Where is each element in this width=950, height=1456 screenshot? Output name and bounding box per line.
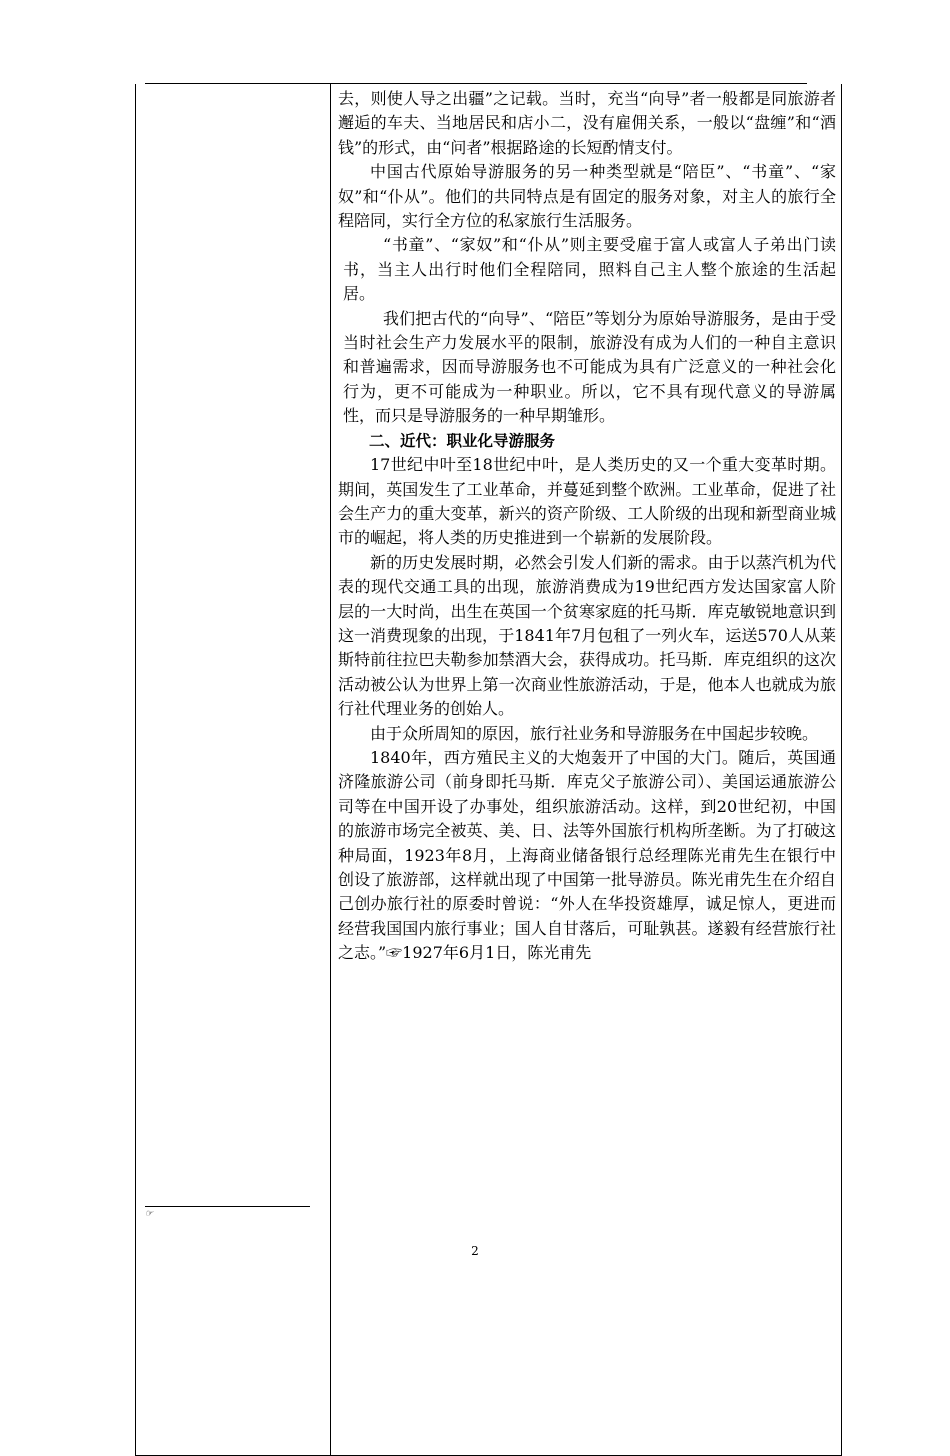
paragraph-primitive-guide: 我们把古代的“向导”、“陪臣”等划分为原始导游服务，是由于受当时社会生产力发展水平的限制，旅游没有成为人们的一种自主意识和普遍需求，因而导游服务也不可能成为具有广泛意义的一种社会化行为，更不可能成为一种职业。所以，它不具有现代意义的导游属性，而只是导游服务的一种早期雏形。 <box>343 308 836 426</box>
paragraph-industrial-revolution: 17世纪中叶至18世纪中叶，是人类历史的又一个重大变革时期。期间，英国发生了工业革命，并蔓延到整个欧洲。工业革命，促进了社会生产力的重大变革，新兴的资产阶级、工人阶级的出现和新型商业城市的崛起，将人类的历史推进到一个崭新的发展阶段。 <box>338 455 836 548</box>
paragraph-thomas-cook: 新的历史发展时期，必然会引发人们新的需求。由于以蒸汽机为代表的现代交通工具的出现，旅游消费成为19世纪西方发达国家富人阶层的一大时尚，出生在英国一个贫寒家庭的托马斯．库克敏锐地意识到这一消费现象的出现，于1841年7月包租了一列火车，运送570人从莱斯特前往拉巴夫勒参加禁酒大会，获得成功。托马斯．库克组织的这次活动被公认为世界上第一次商业性旅游活动，于是，他本人也就成为旅行社代理业务的创始人。 <box>338 552 836 719</box>
paragraph-china-late: 由于众所周知的原因，旅行社业务和导游服务在中国起步较晚。 <box>370 723 819 743</box>
table-text-cell <box>338 87 836 966</box>
paragraph-guide-history: 去，则使人导之出疆”之记载。当时，充当“向导”者一般都是同旅游者邂逅的车夫、当地居民和店小二，没有雇佣关系，一般以“盘缠”和“酒钱”的形式，由“问者”根据路途的长短酌情支付。 <box>338 89 836 157</box>
paragraph-1840: 1840年，西方殖民主义的大炮轰开了中国的大门。随后，英国通济隆旅游公司（前身即托马斯．库克父子旅游公司）、美国运通旅游公司等在中国开设了办事处，组织旅游活动。这样，到20世纪初，中国的旅游市场完全被英、美、日、法等外国旅行机构所垄断。为了打破这种局面，1923年8月，上海商业储备银行总经理陈光甫先生在银行中创设了旅游部，这样就出现了中国第一批导游员。陈光甫先生在介绍自己创办旅行社的原委时曾说：“外人在华投资雄厚，诚足惊人，更进而经营我国国内旅行事业；国人自甘落后，可耻孰甚。遂毅有经营旅行社之志。”☞1927年6月1日，陈光甫先 <box>338 747 836 963</box>
footnote-marker: ☞ <box>145 1209 154 1219</box>
paragraph-servants: 中国古代原始导游服务的另一种类型就是“陪臣”、“书童”、“家奴”和“仆从”。他们的共同特点是有固定的服务对象，对主人的旅行全程陪同，实行全方位的私家旅行生活服务。 <box>338 162 836 231</box>
page-number: 2 <box>471 1244 479 1258</box>
section-heading: 二、近代：职业化导游服务 <box>369 431 556 450</box>
paragraph-book-boys: “书童”、“家奴”和“仆从”则主要受雇于富人或富人子弟出门读书，当主人出行时他们全程陪同，照料自己主人整个旅途的生活起居。 <box>343 235 836 304</box>
footnote-rule <box>145 1206 310 1207</box>
